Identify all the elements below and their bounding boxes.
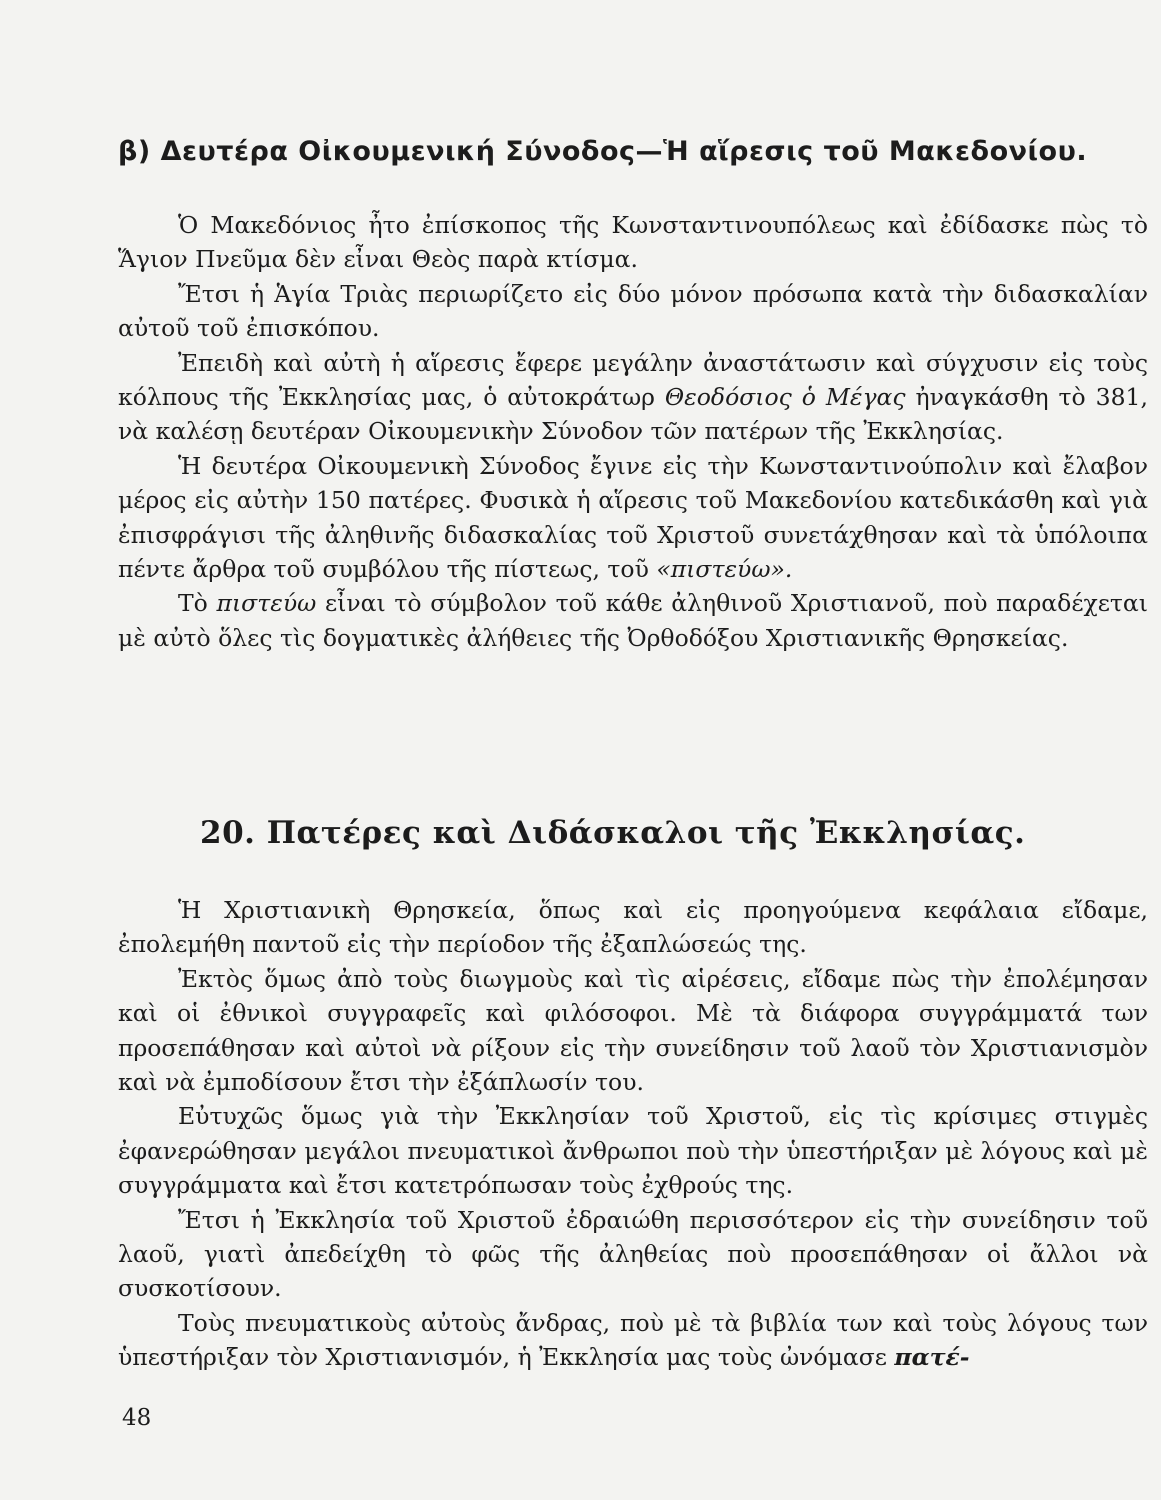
section-heading-second-council: β) Δευτέρα Οἰκουμενική Σύνοδος—Ἡ αἵρεσις τοῦ Μακεδονίου. <box>118 136 1088 167</box>
page-number: 48 <box>122 1405 152 1431</box>
paragraph-church-strengthened: Ἔτσι ἡ Ἐκκλησία τοῦ Χριστοῦ ἐδραιώθη περισσότερον εἰς τὴν συνείδησιν τοῦ λαοῦ, γιατὶ ἀπεδείχθη τὸ φῶς τῆς ἀληθείας ποὺ προσεπάθησαν οἱ ἄλλοι νὰ συσκοτίσουν. <box>118 1205 1148 1303</box>
emphasis-pate: πατέ- <box>894 1343 970 1372</box>
paragraph-text: Τοὺς πνευματικοὺς αὐτοὺς ἄνδρας, ποὺ μὲ τὰ βιβλία των καὶ τοὺς λόγους των ὑπεστήριξαν τὸν Χριστιανισμόν, ἡ Ἐκκλησία μας τοὺς ὠνόμασε <box>118 1308 1148 1372</box>
paragraph-text: ἠναγκάσθη τὸ 381, νὰ καλέσῃ δευτέραν Οἰκουμενικὴν Σύνοδον τῶν πατέρων τῆς Ἐκκλησίας. <box>118 383 1148 446</box>
paragraph-creed <box>118 586 1148 655</box>
section-heading-church-fathers: 20. Πατέρες καὶ Διδάσκαλοι τῆς Ἐκκλησίας. <box>200 815 1026 851</box>
paragraph-macedonius: Ὁ Μακεδόνιος ἦτο ἐπίσκοπος τῆς Κωνσταντινουπόλεως καὶ ἐδίδασκε πὼς τὸ Ἅγιον Πνεῦμα δὲν εἶναι Θεὸς παρὰ κτίσμα. <box>118 211 1148 274</box>
paragraph-text: Ἡ δευτέρα Οἰκουμενικὴ Σύνοδος ἔγινε εἰς τὴν Κωνσταντινούπολιν καὶ ἔλαβον μέρος εἰς αὐτὴν 150 πατέρες. Φυσικὰ ἡ αἵρεσις τοῦ Μακεδονίου κατεδικάσθη καὶ γιὰ ἐπισφράγισι τῆς ἀληθινῆς διδασκαλίας τοῦ Χριστοῦ συνετάχθησαν καὶ τὰ ὑπόλοιπα πέντε ἄρθρα τοῦ συμβόλου τῆς πίστεως, τοῦ <box>118 451 1148 584</box>
emphasis-theodosius: Θεοδόσιος ὁ Μέγας <box>664 383 906 412</box>
paragraph-text: Ἐπειδὴ καὶ αὐτὴ ἡ αἵρεσις ἔφερε μεγάλην ἀναστάτωσιν καὶ σύγχυσιν εἰς τοὺς κόλπους τῆς Ἐκκλησίας μας, ὁ αὐτοκράτωρ <box>118 348 1148 412</box>
section-body-second-council <box>118 208 1148 655</box>
emphasis-pisteuo: «πιστεύω». <box>656 555 793 584</box>
paragraph-text: εἶναι τὸ σύμβολον τοῦ κάθε ἀληθινοῦ Χριστιανοῦ, ποὺ παραδέχεται μὲ αὐτὸ ὅλες τὶς δογματικὲς ἀλήθειες τῆς Ὀρθοδόξου Χριστιανικῆς Θρησκείας. <box>118 589 1148 652</box>
paragraph-council <box>118 449 1148 587</box>
paragraph-spiritual-men: Εὐτυχῶς ὅμως γιὰ τὴν Ἐκκλησίαν τοῦ Χριστοῦ, εἰς τὶς κρίσιμες στιγμὲς ἐφανερώθησαν μεγάλοι πνευματικοὶ ἄνθρωποι ποὺ τὴν ὑπεστήριξαν μὲ λόγους καὶ μὲ συγγράμματα καὶ ἔτσι κατετρόπωσαν τοὺς ἐχθρούς της. <box>118 1102 1148 1200</box>
paragraph-theodosius <box>118 346 1148 449</box>
paragraph-trinity: Ἔτσι ἡ Ἁγία Τριὰς περιωρίζετο εἰς δύο μόνον πρόσωπα κατὰ τὴν διδασκαλίαν αὐτοῦ τοῦ ἐπισκόπου. <box>118 279 1148 343</box>
paragraph-text: Τὸ <box>178 589 208 618</box>
paragraph-philosophers: Ἐκτὸς ὅμως ἀπὸ τοὺς διωγμοὺς καὶ τὶς αἱρέσεις, εἴδαμε πὼς τὴν ἐπολέμησαν καὶ οἱ ἐθνικοὶ συγγραφεῖς καὶ φιλόσοφοι. Μὲ τὰ διάφορα συγγράμματά των προσεπάθησαν καὶ αὐτοὶ νὰ ρίξουν εἰς τὴν συνείδησιν τοῦ λαοῦ τὸν Χριστιανισμὸν καὶ νὰ ἐμποδίσουν ἔτσι τὴν ἐξάπλωσίν του. <box>118 964 1148 1097</box>
emphasis-pisteuo: πιστεύω <box>216 589 317 618</box>
paragraph-religion-fought: Ἡ Χριστιανικὴ Θρησκεία, ὅπως καὶ εἰς προηγούμενα κεφάλαια εἴδαμε, ἐπολεμήθη παντοῦ εἰς τὴν περίοδον τῆς ἐξαπλώσεώς της. <box>118 896 1148 959</box>
section-body-church-fathers <box>118 893 1148 1375</box>
paragraph-fathers-named <box>118 1306 1148 1375</box>
